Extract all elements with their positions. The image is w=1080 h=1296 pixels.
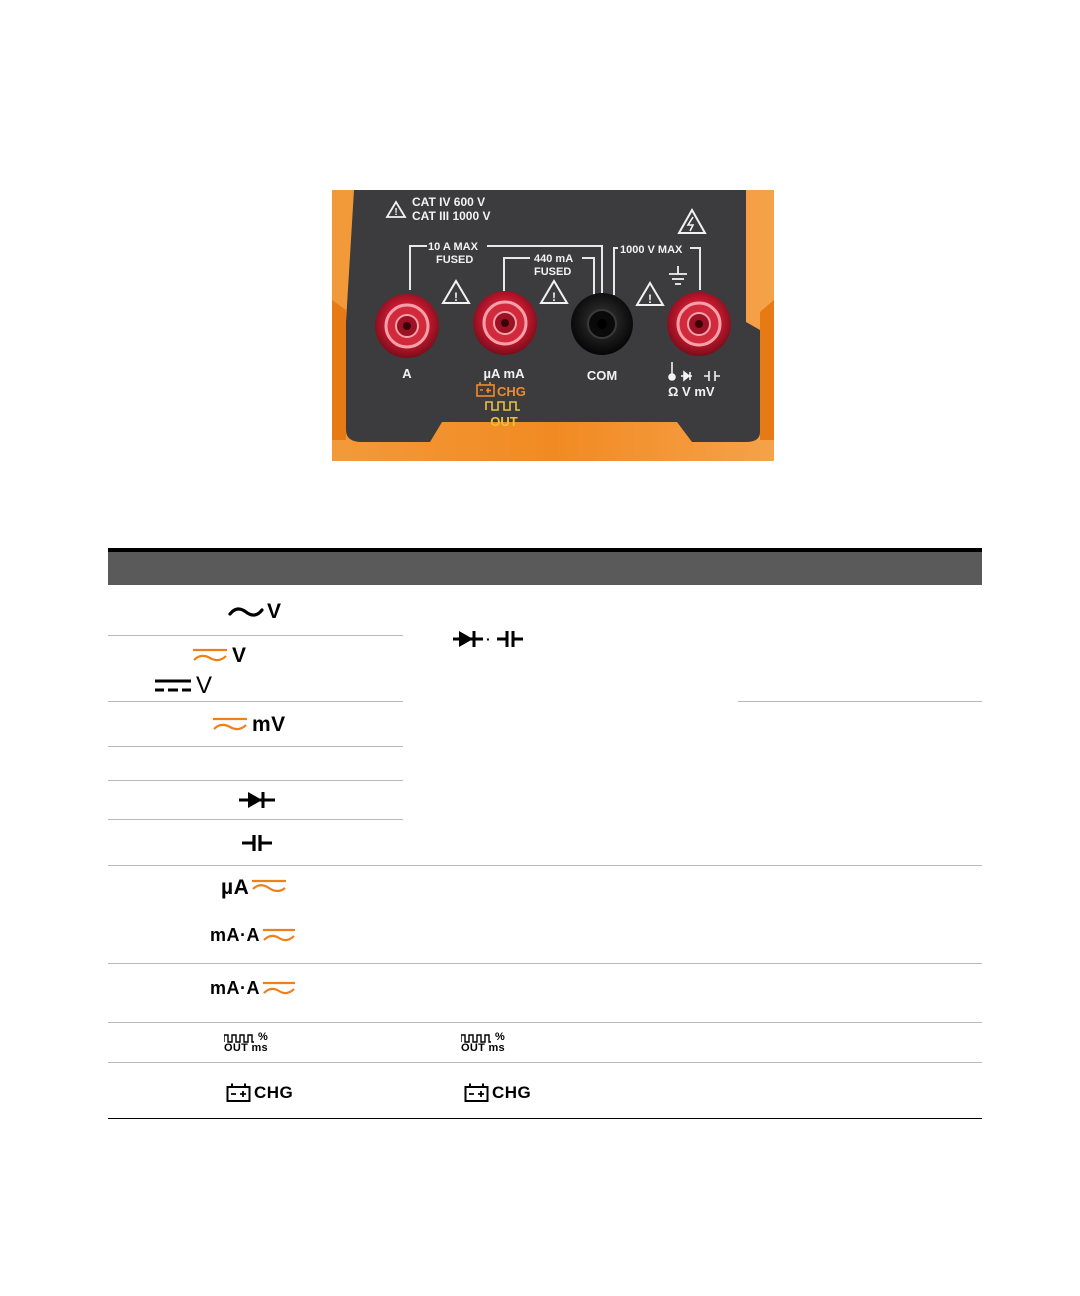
battery-chg-icon <box>226 1083 252 1103</box>
row-divider <box>108 780 403 781</box>
diode-symbol <box>239 791 275 809</box>
fuse-10a-line1: 10 A MAX <box>428 241 478 253</box>
ac-dc-millivolt-icon <box>212 716 248 734</box>
terminal-a-label: A <box>402 366 412 381</box>
pulse-out-symbol: % OUT ms <box>224 1031 268 1054</box>
pulse-out-symbol-col2: % OUT ms <box>461 1031 505 1054</box>
terminal-chg-label: CHG <box>497 384 526 399</box>
row-divider <box>108 963 982 964</box>
socket-a[interactable] <box>375 294 439 358</box>
row-divider <box>108 746 403 747</box>
row-divider <box>108 1022 982 1023</box>
dc-volt-symbol: V <box>154 672 213 700</box>
terminal-ua-ma-label: µA mA <box>483 366 525 381</box>
ac-dc-milliamp-amp-icon <box>262 924 296 946</box>
max-1000v: 1000 V MAX <box>620 244 683 256</box>
row-divider <box>108 1062 982 1063</box>
row-divider <box>738 701 982 702</box>
dc-volt-icon <box>154 677 192 695</box>
ac-volt-icon <box>228 605 264 619</box>
capacitor-icon <box>242 834 272 852</box>
battery-chg-icon <box>464 1083 490 1103</box>
ac-dc-microamp-symbol: µA <box>221 876 287 900</box>
table-header <box>108 548 982 585</box>
row-divider <box>108 635 403 636</box>
terminal-com-label: COM <box>586 368 618 383</box>
meter-terminal-photo <box>332 190 774 461</box>
rating-line2: CAT III 1000 V <box>412 209 491 223</box>
battery-chg-symbol-col2: CHG <box>464 1083 531 1103</box>
socket-com[interactable] <box>571 293 633 355</box>
ac-dc-volt-icon <box>192 647 228 665</box>
terminal-out-label: OUT <box>490 414 518 429</box>
fuse-10a-line2: FUSED <box>436 254 474 266</box>
battery-chg-symbol: CHG <box>226 1083 293 1103</box>
row-divider <box>108 865 982 866</box>
diode-icon <box>239 791 275 809</box>
svg-text:!: ! <box>394 207 398 218</box>
capacitor-symbol <box>242 834 272 852</box>
terminal-v-label: Ω V mV <box>668 384 715 399</box>
ac-dc-milliamp-amp-symbol: mA·A <box>210 924 296 946</box>
svg-text:!: ! <box>454 290 458 304</box>
pulse-wave-icon <box>461 1033 491 1043</box>
ac-dc-milliamp-amp-icon <box>262 977 296 999</box>
socket-v[interactable] <box>667 292 731 356</box>
socket-ua-ma[interactable] <box>473 291 537 355</box>
ac-volt-symbol: V <box>228 600 282 624</box>
ac-dc-volt-symbol: V <box>192 644 247 668</box>
rating-line1: CAT IV 600 V <box>412 195 486 209</box>
ac-dc-microamp-icon <box>251 878 287 898</box>
svg-text:!: ! <box>648 292 652 306</box>
function-table <box>108 548 982 1119</box>
row-divider <box>108 819 403 820</box>
row-divider <box>108 701 403 702</box>
svg-text:!: ! <box>552 290 556 304</box>
fuse-440-line1: 440 mA <box>534 253 574 265</box>
ac-dc-millivolt-symbol: mV <box>212 713 286 737</box>
ac-dc-milliamp-amp-symbol: mA·A <box>210 977 296 999</box>
fuse-440-line2: FUSED <box>534 266 572 278</box>
pulse-wave-icon <box>224 1033 254 1043</box>
table-bottom-rule <box>108 1118 982 1119</box>
diode-capacitor-separator: · <box>486 631 491 647</box>
